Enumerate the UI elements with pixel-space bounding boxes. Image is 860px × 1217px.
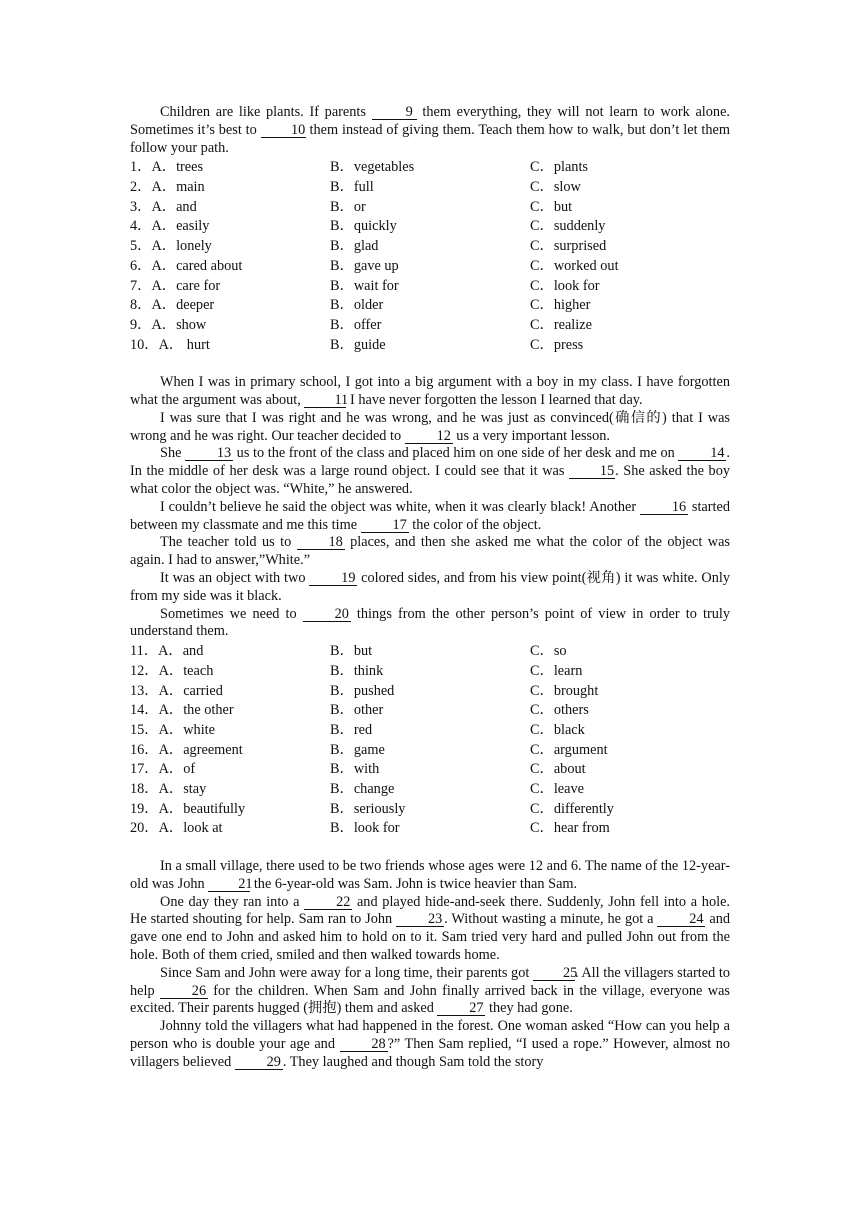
question-row — [130, 760, 730, 780]
option-c: C．differently — [530, 800, 614, 817]
option-b: B．quickly — [330, 218, 397, 235]
question-row — [130, 741, 730, 761]
option-a-text: A． hurt — [158, 336, 210, 353]
answer-blank: 24 — [657, 912, 705, 927]
option-b: B．change — [330, 781, 395, 798]
option-c: C．black — [530, 721, 585, 738]
answer-blank: 28 — [340, 1037, 388, 1052]
worksheet-page — [130, 104, 730, 1072]
paragraph-text: . She asked the boy what color the object was. “White,” he answered. — [130, 463, 731, 498]
option-a-text: A．care for — [151, 277, 221, 294]
question-row — [130, 296, 730, 316]
paragraph-text: for the children. When Sam and John finally arrived back in the village, everyone was excited. Their parents hugged (拥抱) them and asked — [130, 982, 730, 1017]
option-a-text: A．and — [158, 643, 204, 660]
question-number: 16． — [130, 741, 159, 758]
option-c: C．learn — [530, 662, 583, 679]
paragraph-text: One day they ran into a — [160, 893, 305, 910]
option-a — [130, 721, 330, 741]
answer-blank: 10 — [261, 123, 306, 138]
passage-3 — [130, 858, 730, 1072]
question-number: 8． — [130, 297, 152, 314]
option-b: B．but — [330, 643, 373, 660]
question-row — [130, 701, 730, 721]
question-number: 1． — [130, 159, 152, 176]
question-number: 7． — [130, 277, 152, 294]
option-a-text: A．beautifully — [158, 800, 246, 817]
answer-blank: 14 — [678, 446, 726, 461]
paragraph-text: they had gone. — [485, 1000, 573, 1017]
question-number: 12． — [130, 662, 159, 679]
question-number: 2． — [130, 179, 152, 196]
option-a-text: A．easily — [151, 218, 210, 235]
question-row — [130, 682, 730, 702]
paragraph — [130, 534, 730, 570]
option-a-text: A．show — [151, 316, 207, 333]
paragraph — [130, 374, 730, 410]
question-row — [130, 642, 730, 662]
option-c: C．so — [530, 643, 567, 660]
paragraph-text: us to the front of the class and placed him on one side of her desk and me on — [233, 445, 679, 462]
answer-blank: 19 — [309, 571, 357, 586]
paragraph — [130, 570, 730, 606]
answer-blank: 17 — [361, 518, 409, 533]
question-row — [130, 158, 730, 178]
options-list — [130, 158, 730, 355]
option-a — [130, 336, 330, 356]
paragraph-text: Children are like plants. If parents — [160, 104, 372, 120]
paragraph-text: In a small village, there used to be two friends whose ages were 12 and 6. The name of the 12-year-old was John — [130, 858, 730, 892]
paragraph-text: them instead of giving them. Teach them how to walk, but don’t let them follow your path. — [130, 121, 731, 156]
question-number: 14． — [130, 702, 159, 719]
question-row — [130, 800, 730, 820]
answer-blank: 27 — [437, 1001, 485, 1016]
option-b: B．guide — [330, 336, 386, 353]
paragraph-text: ?” Then Sam replied, “I used a rope.” However, almost no villagers believed — [130, 1036, 730, 1070]
option-a-text: A．agreement — [158, 741, 243, 758]
question-number: 5． — [130, 238, 152, 255]
question-row — [130, 237, 730, 257]
option-b: B．offer — [330, 316, 382, 333]
option-b: B．seriously — [330, 800, 406, 817]
paragraph-text: Since Sam and John were away for a long time, their parents got — [160, 964, 533, 981]
answer-blank: 11 — [304, 393, 346, 408]
option-a — [130, 316, 330, 336]
paragraph — [130, 104, 730, 157]
option-a — [130, 682, 330, 702]
option-c: C．worked out — [530, 257, 619, 274]
question-row — [130, 316, 730, 336]
option-a-text: A．the other — [158, 702, 234, 719]
paragraph-text: colored sides, and from his view point(视角) it was white. Only from my side was it black. — [130, 570, 730, 604]
option-a-text: A．cared about — [151, 257, 243, 274]
paragraph-text: . They laughed and though Sam told the story — [282, 1053, 544, 1070]
paragraph-text: Sometimes we need to — [160, 605, 303, 622]
option-b: B．gave up — [330, 257, 399, 274]
paragraph — [130, 410, 730, 446]
answer-blank: 9 — [372, 105, 417, 120]
paragraph-text: started between my classmate and me this time — [130, 498, 730, 533]
paragraph — [130, 499, 730, 535]
option-c: C．argument — [530, 741, 608, 758]
option-c: C．about — [530, 761, 586, 778]
option-a — [130, 741, 330, 761]
option-b: B．wait for — [330, 277, 399, 294]
option-a-text: A．stay — [158, 781, 207, 798]
answer-blank: 20 — [303, 607, 351, 622]
option-a-text: A．look at — [158, 820, 223, 837]
question-row — [130, 336, 730, 356]
option-c: C．surprised — [530, 238, 607, 255]
question-number: 10． — [130, 336, 159, 353]
answer-blank: 18 — [297, 535, 345, 550]
option-a — [130, 662, 330, 682]
option-b: B．other — [330, 702, 384, 719]
paragraph-text: . In the middle of her desk was a large round object. I could see that it was — [130, 445, 730, 480]
option-b: B．glad — [330, 238, 379, 255]
paragraph-text: I was sure that I was right and he was wrong, and he was just as convinced(确信的) that I was wrong and he was right. Our teacher decided to — [130, 409, 730, 444]
answer-blank: 16 — [640, 500, 688, 515]
paragraph-text: places, and then she asked me what the color of the object was again. I had to answer,”White.” — [130, 534, 730, 569]
question-row — [130, 217, 730, 237]
option-c: C．leave — [530, 781, 584, 798]
option-a — [130, 642, 330, 662]
passage-1 — [130, 104, 730, 355]
options-list — [130, 642, 730, 839]
option-c: C．brought — [530, 682, 599, 699]
option-b: B．look for — [330, 820, 400, 837]
question-row — [130, 721, 730, 741]
question-row — [130, 819, 730, 839]
option-a — [130, 701, 330, 721]
paragraph — [130, 858, 730, 894]
option-a-text: A．teach — [158, 662, 214, 679]
option-a — [130, 277, 330, 297]
question-row — [130, 198, 730, 218]
question-row — [130, 277, 730, 297]
paragraph-text: When I was in primary school, I got into a big argument with a boy in my class. I have forgotten what the argument was about, — [130, 374, 730, 409]
question-row — [130, 257, 730, 277]
paragraph-text: things from the other person’s point of view in order to truly understand them. — [130, 605, 730, 640]
paragraph-text: and gave one end to John and asked him to hold on to it. Sam tried very hard and pulled John out from the hole. Both of them cried, smiled and then walked towards home. — [130, 911, 731, 964]
paragraph-text: them everything, they will not learn to work alone. Sometimes it’s best to — [130, 104, 730, 138]
paragraph-text: I have never forgotten the lesson I learned that day. — [346, 392, 643, 409]
option-a-text: A．main — [151, 179, 205, 196]
option-c: C．hear from — [530, 820, 610, 837]
paragraph-text: She — [160, 445, 186, 462]
answer-blank: 25 — [533, 966, 575, 981]
option-b: B．vegetables — [330, 159, 415, 176]
paragraph — [130, 445, 730, 498]
paragraph-text: the 6-year-old was Sam. John is twice heavier than Sam. — [250, 875, 578, 892]
option-b: B．older — [330, 297, 384, 314]
answer-blank: 15 — [569, 464, 615, 479]
answer-blank: 12 — [405, 429, 453, 444]
paragraph-text: It was an object with two — [160, 570, 310, 587]
paragraph — [130, 894, 730, 965]
option-a-text: A．carried — [158, 682, 223, 699]
option-a — [130, 800, 330, 820]
paragraph-text: The teacher told us to — [160, 534, 297, 551]
question-row — [130, 780, 730, 800]
passage-2 — [130, 374, 730, 839]
option-c: C．slow — [530, 179, 581, 196]
answer-blank: 26 — [160, 984, 208, 999]
option-c: C．plants — [530, 159, 588, 176]
paragraph — [130, 965, 730, 1018]
option-b: B．game — [330, 741, 385, 758]
paragraph-text: the color of the object. — [408, 516, 542, 533]
option-a-text: A．trees — [151, 159, 204, 176]
option-c: C．look for — [530, 277, 600, 294]
option-a-text: A．lonely — [151, 238, 212, 255]
option-a — [130, 257, 330, 277]
option-a — [130, 819, 330, 839]
option-a — [130, 237, 330, 257]
answer-blank: 29 — [235, 1055, 283, 1070]
option-b: B．red — [330, 721, 373, 738]
option-c: C．realize — [530, 316, 592, 333]
question-number: 3． — [130, 198, 152, 215]
question-number: 15． — [130, 721, 159, 738]
answer-blank: 13 — [185, 446, 233, 461]
paragraph-text: I couldn’t believe he said the object was white, when it was clearly black! Another — [160, 498, 640, 515]
option-b: B．pushed — [330, 682, 395, 699]
question-number: 11． — [130, 643, 159, 660]
question-number: 18． — [130, 781, 159, 798]
paragraph — [130, 606, 730, 642]
option-a-text: A．white — [158, 721, 215, 738]
option-b: B．or — [330, 198, 366, 215]
paragraph-text: and played hide-and-seek there. Suddenly, John fell into a hole. He started shouting for help. Sam ran to John — [130, 893, 730, 928]
paragraph — [130, 1018, 730, 1071]
option-b: B．think — [330, 662, 384, 679]
option-a-text: A．and — [151, 198, 197, 215]
option-a — [130, 178, 330, 198]
answer-blank: 23 — [396, 912, 444, 927]
option-b: B．with — [330, 761, 380, 778]
paragraph-text: . All the villagers started to help — [130, 964, 730, 999]
option-a — [130, 780, 330, 800]
option-c: C．others — [530, 702, 589, 719]
option-a-text: A．of — [158, 761, 196, 778]
option-c: C．but — [530, 198, 573, 215]
question-number: 17． — [130, 761, 159, 778]
option-a — [130, 158, 330, 178]
option-c: C．press — [530, 336, 584, 353]
option-a-text: A．deeper — [151, 297, 215, 314]
question-number: 13． — [130, 682, 159, 699]
paragraph-text: us a very important lesson. — [452, 427, 610, 444]
option-b: B．full — [330, 179, 374, 196]
answer-blank: 21 — [208, 877, 250, 892]
option-a — [130, 760, 330, 780]
question-number: 6． — [130, 257, 152, 274]
question-number: 19． — [130, 800, 159, 817]
option-a — [130, 296, 330, 316]
paragraph-text: . Without wasting a minute, he got a — [444, 911, 658, 928]
question-row — [130, 662, 730, 682]
answer-blank: 22 — [304, 895, 352, 910]
question-number: 9． — [130, 316, 152, 333]
question-row — [130, 178, 730, 198]
paragraph-text: Johnny told the villagers what had happened in the forest. One woman asked “How can you help a person who is double your age and — [130, 1018, 730, 1053]
option-a — [130, 198, 330, 218]
question-number: 4． — [130, 218, 152, 235]
question-number: 20． — [130, 820, 159, 837]
option-a — [130, 217, 330, 237]
option-c: C．higher — [530, 297, 591, 314]
option-c: C．suddenly — [530, 218, 606, 235]
